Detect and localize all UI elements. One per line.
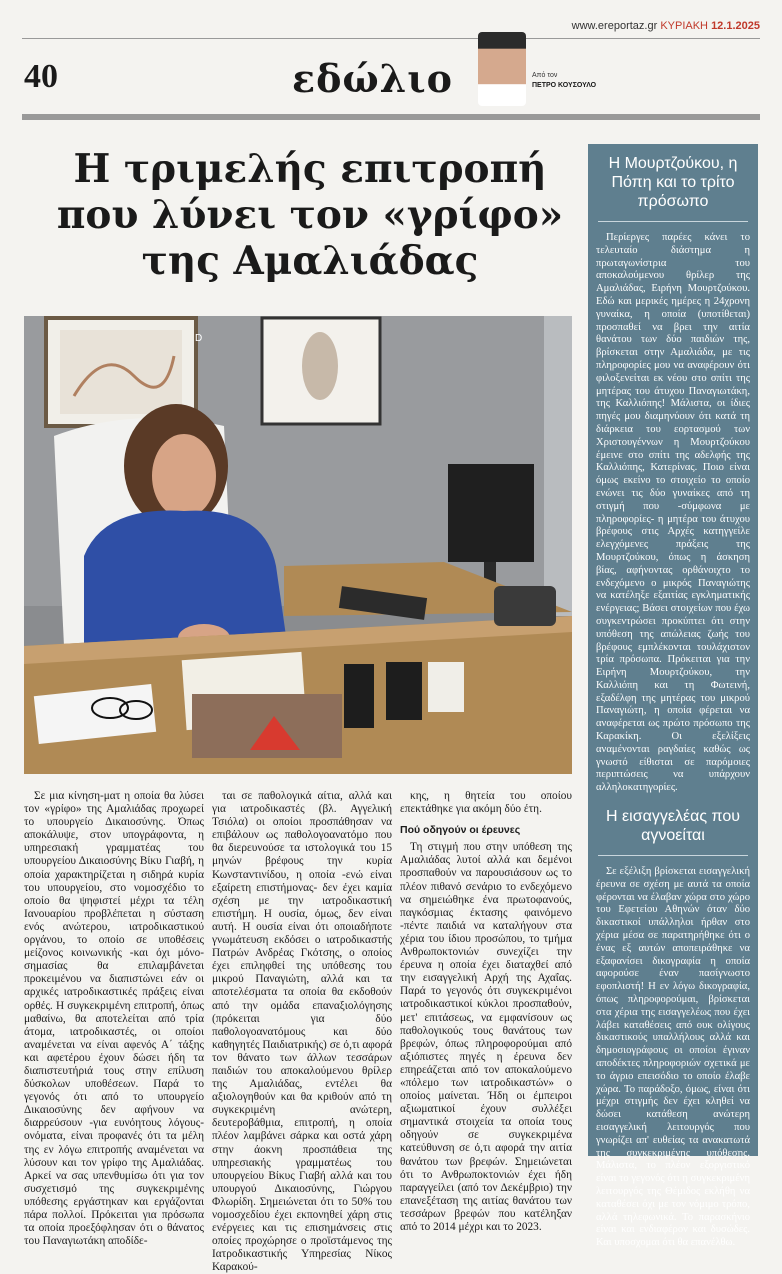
article-paragraph: Τη στιγμή που στην υπόθεση της Αμαλιάδας λυτοί αλλά και δεμένοι προσπαθούν να παρουσιάσουν ως το πλέον πιθανό σενάριο το ενδεχόμενο να σημειώθηκε ένα πρωτοφανούς, παγκόσμιας έκτασης φαινόμενο -πέντε παιδιά να καταλήγουν στα χέρια του ίδιου προσώπου, το τμήμα Ανθρωποκτονιών συνεχίζει την έρευνα η οποία έχει διαταχθεί από την εισαγγελική Αρχή της Αχαΐας. Παρά το γεγονός ότι συγκεκριμένοι ιατροδικαστικοί κύκλοι προσπαθούν, μετ' επιτάσεως, να εμφανίσουν ως παθολογικούς τους θανάτους των βρεφών, όπως πληροφορούμαι από αξιόπιστες πηγές η έρευνα δεν επηρεάζεται από τον αποκαλούμενο «πόλεμο των ιατροδικαστών» ο οποίος μαίνεται. Ήδη οι έμπειροι αξιωματικοί έχουν συλλέξει σημαντικά στοιχεία τα οποία τους οδηγούν σε συγκεκριμένα κατεύθυνση σε ό,τι αφορά την αιτία θανάτου των βρεφών. Σημειώνεται ότι το Ανθρωποκτονιών έχει ήδη παραγγείλει (από τον Δεκέμβριο) την επανεξέταση της αιτίας θανάτου των τεσσάρων βρεφών που κατέληξαν από το 2014 μέχρι και το 2023.	[400, 841, 572, 1233]
masthead-info	[572, 20, 760, 32]
sidebar-title-1: Η Μουρτζούκου, η Πόπη και το τρίτο πρόσωπο	[608, 155, 738, 210]
article-column-1	[24, 790, 204, 1248]
page-number: 40	[24, 58, 58, 95]
sidebar-title-2: Η εισαγγελέας που αγνοείται	[606, 808, 740, 845]
office-photo-illustration	[24, 316, 572, 774]
sidebar-divider	[598, 221, 748, 222]
article-column-2	[212, 790, 392, 1274]
sidebar-text-1	[588, 232, 758, 795]
sidebar-paragraph: Περίεργες παρέες κάνει το τελευταίο διάστημα η πρωταγωνίστρια του αποκαλούμενου θρίλερ της Αμαλιάδας, Ειρήνη Μουρτζούκου. Εδώ και μερικές ημέρες η 24χρονη γυναίκα, η οποία (υποτίθεται) προσπαθεί να βρει την αιτία θανάτου των δύο παιδιών της, βρίσκεται στην Αμαλιάδα, με τις πληροφορίες μου να αναφέρουν ότι φιλοξενείται εκ νέου στο σπίτι της μητέρας του άτυχου Παναγιωτάκη, της Καλλιόπης! Μάλιστα, οι ίδιες πηγές μου διαμηνύουν ότι κατά τη διάρκεια του εορτασμού των Χριστουγέννων η Μουρτζούκου έμεινε στο σπίτι της αδελφής της Καλλιόπης, Κατερίνας. Ποιο είναι όμως εκείνο το στοιχείο το οποίο ενώνει τις δύο γυναίκες από τη στιγμή που -σύμφωνα με πληροφορίες- η μητέρα του άτυχου βρέφους στις Αρχές κατηγγείλε ελεγχόμενες πράξεις της Μουρτζούκου, όπως η άσκηση βίας, αφήνοντας ορθάνοιχτο το ενδεχόμενο ο μικρός Παναγιώτης να κατέληξε εξαιτίας εγκληματικής ενέργειας; Βάσει στοιχείων που έχω συγκεντρώσει προκύπτει ότι στην υπόθεση της απώλειας ζωής του βρέφους εμπλέκονται τουλάχιστον τρία πρόσωπα. Πρόκειται για την Ειρήνη Μουρτζούκου, την Καλλιόπη και τη Φωτεινή, εξαδέλφη της μητέρας του μικρού Παναγιώτη, η οποία φέρεται να αναφέρεται ως πρώτο πρόσωπο της Καρακίκη. Οι εξελίξεις αναμένονται ραγδαίες καθώς ως γνωστό είθισται σε παρόμοιες περιπτώσεις να υπάρχουν αλληλοκατηγορίες.	[596, 232, 750, 794]
article-photo	[24, 316, 572, 774]
sidebar-paragraph: Σε εξέλιξη βρίσκεται εισαγγελική έρευνα σε σχέση με αυτά τα οποία φέρονται να έλαβαν χώρα στο χώρο του Εφετείου Αθηνών όταν δύο δικαστικοί υπάλληλοι ήρθαν στο χέρια μέσα σε παρατηρήθηκε ότι ο ένας εξ αυτών αποπειράθηκε να εξαφανίσει δικογραφία η οποία αφορούσε έναν πασίγνωστο εφοπλιστή! Η εν λόγω δικογραφία, όπως πληροφορούμαι, βρίσκεται στα χέρια της εισαγγελέως που έχει λάβει καταθέσεις από ουκ ολίγους δικαστικούς υπαλλήλους αλλά και δημοσιογράφους οι οποίοι έγιναν αποδέκτες πληροφοριών σχετικά με το άγριο επεισόδιο το οποίο έλαβε χώρα. Το παράδοξο, όμως, είναι ότι μέχρι στιγμής δεν έχει κληθεί να δώσει κατάθεση ανώτερη εισαγγελική λειτουργός που γνωρίζει απ' ευθείας τα ανακατωτά της συγκεκριμένης υπόθεσης. Μάλιστα, το πλέον εξοργιστικό είναι το γεγονός ότι η συγκεκριμένη λειτουργός της Θέμιδος εκλήθη να καταθέσει όχι με τον νόμιμο τρόπο, αλλά τηλεφωνικά. Το παρασκήνιο είναι και ενδιαφέρον και δυσώδες. Και υποσχομαι ότι θα επανέλθω.	[596, 866, 750, 1249]
sidebar-box	[588, 144, 758, 1249]
section-title: εδώλιο	[292, 56, 454, 101]
article-paragraph: κης, η θητεία του οποίου επεκτάθηκε για ακόμη δύο έτη.	[400, 790, 572, 816]
day-label: ΚΥΡΙΑΚΗ	[660, 20, 708, 32]
article-paragraph: ται σε παθολογικά αίτια, αλλά και για ιατροδικαστές (βλ. Αγγελική Τσιόλα) οι οποίοι προσπάθησαν να επιβάλουν ως παθολογοανατόμο που θα διερευνούσε τα ιστολογικά του 15 μηνών βρέφους την κυρία Κωνσταντινίδου, η οποία -ενώ είναι εξαίρετη επιστήμονας- δεν έχει καμία σχέση με την ιατροδικαστική επιστήμη. Η ουσία, όμως, δεν είναι αυτή. Η ουσία είναι ότι οποιαδήποτε γνωμάτευση εκδόσει ο ιατροδικαστής Πατρών Ανδρέας Γκότσης, ο οποίος έχει επιληφθεί της υπόθεσης του μικρού Παναγιώτη, αλλά και τα αποτελέσματα τα οποία θα εκδοθούν από την ομάδα επαναξιολόγησης (πρόκειται για δύο παθολογοανατόμους και δύο καθηγητές Παιδιατρικής) σε ό,τι αφορά τον θάνατο των άλλων τεσσάρων παιδιών του αποκαλούμενου θρίλερ της Αμαλιάδας, εντέλει θα αξιολογηθούν και θα κριθούν από τη συγκεκριμένη ανώτερη, δευτεροβάθμια, επιτροπή, η οποία πλέον λαμβάνει σάρκα και οστά χάρη στην άοκνη προσπάθεια της υπηρεσιακής γραμματέως του υπουργείου Βίκυς Γιαβή αλλά και του υπουργού Δικαιοσύνης, Γιώργου Φλωρίδη. Σημειώνεται ότι το 50% του νομοσχεδίου έχει εκπονηθεί χάρη στις ενέργειες και τις επισημάνσεις στις οποίες προχώρησε ο προϊστάμενος της Ιατροδικαστικής Υπηρεσίας Νίκος Καρακού-	[212, 790, 392, 1274]
headline-line-1: Η τριμελής επιτροπή	[73, 146, 547, 192]
site-url[interactable]: www.ereportaz.gr	[571, 20, 658, 32]
sidebar-divider	[598, 855, 748, 856]
author-name: ΠΕΤΡΟ ΚΟΥΣΟΥΛΟ	[532, 82, 597, 89]
article-subheading: Πού οδηγούν οι έρευνες	[400, 824, 521, 837]
article-column-3	[400, 790, 572, 1234]
article-headline	[50, 146, 570, 284]
photo-watermark: D	[195, 333, 203, 344]
header-divider	[22, 38, 760, 39]
section-divider	[22, 114, 760, 120]
author-prefix: Από τον	[532, 72, 558, 79]
headline-line-2: που λύνει τον «γρίφο»	[56, 192, 564, 238]
author-photo	[478, 32, 526, 106]
sidebar-text-2	[588, 866, 758, 1250]
headline-line-3: της Αμαλιάδας	[141, 238, 479, 284]
issue-date: 12.1.2025	[711, 20, 760, 32]
article-paragraph: Σε μια κίνηση-ματ η οποία θα λύσει τον «γρίφο» της Αμαλιάδας προχωρεί το υπουργείο Δικαιοσύνης. Όπως αποκάλυψε, στον υπογράφοντα, η υπηρεσιακή γραμματέας του υπουργείου Δικαιοσύνης Βίκυ Γιαβή, η οποία χαρακτηρίζεται η σιδηρά κυρία του υπουργείου, στο νομοσχέδιο το οποίο θα ψηφιστεί μέχρι τα τέλη Ιανουαρίου προβλέπεται η σύσταση ενός ανώτερου, ιατροδικαστικού οργάνου, το οποίο σε υποθέσεις μείζονος κοινωνικής -και όχι μόνο- σημασίας θα επιλαμβάνεται προκειμένου να διαπιστώνει εάν οι αρχικές ιατροδικαστικές πράξεις είναι ορθές. Η συγκεκριμένη επιτροπή, όπως μαθαίνω, θα αποτελείται από τρία άτομα, ιατροδικαστές, οι οποίοι αναμένεται να είναι αφενός Α΄ τάξης και αφετέρου έχουν δώσει ήδη τα διαπιστευτήριά τους στην επίλυση δύσκολων υποθέσεων. Παρά το γεγονός ότι από το υπουργείο Δικαιοσύνης δεν αφήνουν να διαρρεύσουν -για ευνόητους λόγους- ονόματα, είναι προφανές ότι τα μέλη της εν λόγω επιτροπής αναμένεται να λύσουν και τον γρίφο της Αμαλιάδας. Αρκεί να σας υπενθυμίσω ότι για τον συσχετισμό της συγκεκριμένης υπόθεσης εργάστηκαν και εργάζονται πάρα πολλοί. Πρόκειται για πρόσωπα τα οποία προεξόφλησαν ότι ο θάνατος του Παναγιωτάκη αποδίδε-	[24, 790, 204, 1248]
